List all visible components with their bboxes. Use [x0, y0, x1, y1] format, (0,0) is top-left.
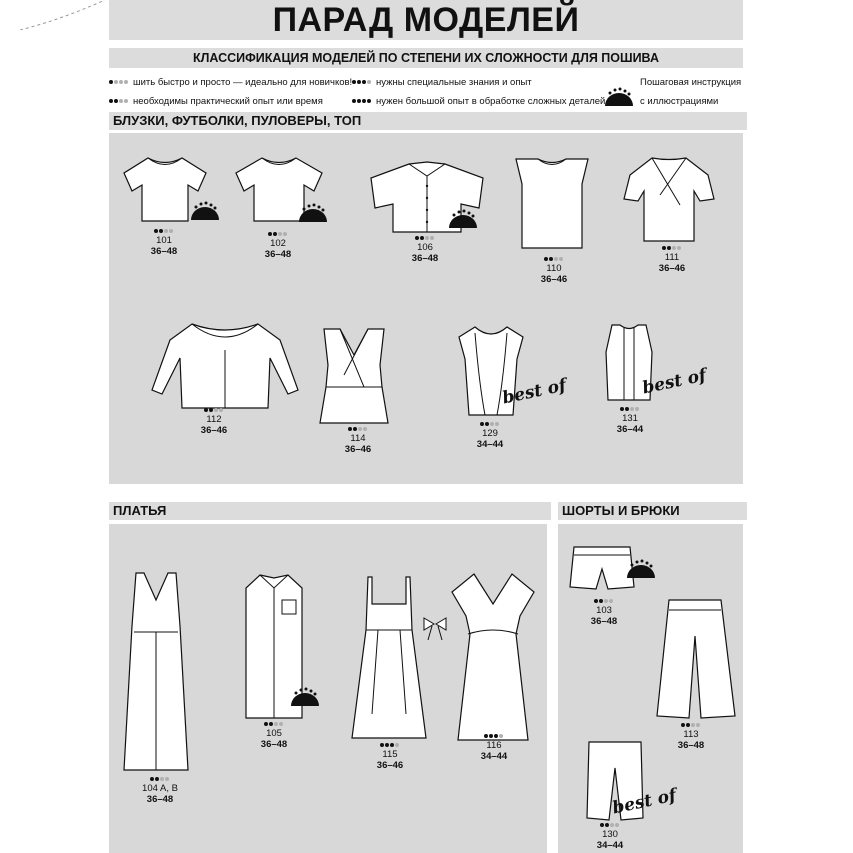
legend-text: нужны специальные знания и опыт	[376, 77, 532, 88]
dot-empty	[677, 246, 681, 250]
model-130[interactable]	[585, 822, 635, 851]
dot-filled	[485, 422, 489, 426]
difficulty-dots	[666, 722, 716, 729]
difficulty-dots	[465, 421, 515, 428]
difficulty-dots	[352, 96, 372, 108]
model-number: 130	[602, 829, 618, 840]
dot-filled	[264, 722, 268, 726]
garment-112-drawing	[150, 320, 300, 412]
dot-empty	[278, 232, 282, 236]
dot-filled	[625, 407, 629, 411]
dot-filled	[204, 408, 208, 412]
garment-116-drawing	[450, 570, 536, 744]
legend-text: необходимы практический опыт или время	[133, 96, 323, 107]
garment-113-drawing	[655, 596, 737, 722]
dot-filled	[420, 236, 424, 240]
legend-level-4	[352, 96, 605, 108]
model-116[interactable]	[469, 733, 519, 762]
legend-text: нужен большой опыт в обработке сложных деталей	[376, 96, 606, 107]
dot-empty	[490, 422, 494, 426]
section-title-dresses: ПЛАТЬЯ	[109, 502, 551, 520]
model-number: 104 A, B	[142, 783, 178, 794]
dot-filled	[600, 823, 604, 827]
dot-empty	[169, 229, 173, 233]
difficulty-dots	[189, 407, 239, 414]
model-number: 101	[156, 235, 172, 246]
model-102[interactable]	[253, 231, 303, 260]
dot-filled	[348, 427, 352, 431]
legend-level-3	[352, 77, 532, 89]
model-number: 110	[546, 263, 562, 274]
model-size: 36–48	[677, 740, 705, 751]
dot-filled	[390, 743, 394, 747]
dot-empty	[672, 246, 676, 250]
model-size: 36–48	[411, 253, 439, 264]
garment-114-drawing	[318, 325, 390, 427]
page-subtitle: КЛАССИФИКАЦИЯ МОДЕЛЕЙ ПО СТЕПЕНИ ИХ СЛОЖНОСТИ ДЛЯ ПОШИВА	[109, 48, 743, 68]
dot-filled	[159, 229, 163, 233]
dot-filled	[269, 722, 273, 726]
model-number: 113	[683, 729, 699, 740]
decorative-arc	[0, 0, 110, 30]
dot-empty	[395, 743, 399, 747]
dot-filled	[380, 743, 384, 747]
difficulty-dots	[469, 733, 519, 740]
model-size: 36–44	[616, 424, 644, 435]
dot-filled	[605, 823, 609, 827]
model-size: 36–48	[264, 249, 292, 260]
dot-filled	[681, 723, 685, 727]
model-106[interactable]	[400, 235, 450, 264]
model-104[interactable]	[130, 776, 190, 805]
dot-filled	[494, 734, 498, 738]
model-105[interactable]	[249, 721, 299, 750]
model-number: 103	[596, 605, 612, 616]
legend-level-1	[109, 77, 352, 89]
model-size: 34–44	[596, 840, 624, 851]
dot-empty	[499, 734, 503, 738]
model-size: 34–44	[476, 439, 504, 450]
dot-empty	[274, 722, 278, 726]
model-number: 131	[622, 413, 638, 424]
difficulty-dots	[605, 406, 655, 413]
dot-filled	[686, 723, 690, 727]
model-131[interactable]	[605, 406, 655, 435]
difficulty-dots	[139, 228, 189, 235]
dot-filled	[209, 408, 213, 412]
dot-empty	[214, 408, 218, 412]
garment-115-drawing	[350, 574, 428, 742]
model-size: 36–48	[150, 246, 178, 257]
difficulty-dots	[585, 822, 635, 829]
dot-empty	[430, 236, 434, 240]
dot-filled	[155, 777, 159, 781]
model-101[interactable]	[139, 228, 189, 257]
legend-text: шить быстро и просто — идеально для новичков!	[133, 77, 353, 88]
model-number: 115	[382, 749, 398, 760]
dot-filled	[549, 257, 553, 261]
model-110[interactable]	[529, 256, 579, 285]
model-number: 129	[482, 428, 498, 439]
dot-empty	[604, 599, 608, 603]
model-113[interactable]	[666, 722, 716, 751]
model-size: 34–44	[480, 751, 508, 762]
model-112[interactable]	[189, 407, 239, 436]
dot-filled	[620, 407, 624, 411]
best-of-badge: best of	[640, 365, 709, 399]
garment-104-drawing	[122, 570, 190, 775]
dot-empty	[358, 427, 362, 431]
dot-filled	[415, 236, 419, 240]
model-114[interactable]	[333, 426, 383, 455]
difficulty-dots	[365, 742, 415, 749]
model-size: 36–46	[540, 274, 568, 285]
dot-empty	[164, 229, 168, 233]
difficulty-dots	[109, 77, 129, 89]
legend-instruction-1: Пошаговая инструкция	[640, 77, 742, 88]
garment-111-drawing	[620, 155, 718, 245]
model-size: 36–48	[146, 794, 174, 805]
dot-filled	[667, 246, 671, 250]
best-of-badge: best of	[500, 375, 569, 409]
dot-filled	[353, 427, 357, 431]
model-number: 106	[417, 242, 433, 253]
section-title-shorts: ШОРТЫ И БРЮКИ	[558, 502, 747, 520]
dot-filled	[150, 777, 154, 781]
dot-empty	[635, 407, 639, 411]
dot-empty	[363, 427, 367, 431]
dot-empty	[219, 408, 223, 412]
dot-filled	[385, 743, 389, 747]
pincushion-icon	[626, 560, 656, 580]
belt-bow-drawing	[420, 612, 450, 642]
difficulty-dots	[529, 256, 579, 263]
dot-filled	[544, 257, 548, 261]
model-number: 112	[206, 414, 222, 425]
model-number: 116	[486, 740, 502, 751]
best-of-badge: best of	[610, 785, 679, 819]
model-111[interactable]	[647, 245, 697, 274]
dot-empty	[165, 777, 169, 781]
section-title-blouses: БЛУЗКИ, ФУТБОЛКИ, ПУЛОВЕРЫ, ТОП	[109, 112, 747, 130]
model-size: 36–48	[590, 616, 618, 627]
dot-empty	[610, 823, 614, 827]
dot-filled	[273, 232, 277, 236]
difficulty-dots	[249, 721, 299, 728]
difficulty-dots	[647, 245, 697, 252]
dot-filled	[484, 734, 488, 738]
dot-empty	[283, 232, 287, 236]
dot-filled	[599, 599, 603, 603]
pincushion-icon	[448, 210, 478, 230]
pincushion-icon	[298, 204, 328, 224]
difficulty-dots	[333, 426, 383, 433]
dot-empty	[615, 823, 619, 827]
model-103[interactable]	[579, 598, 629, 627]
dot-empty	[554, 257, 558, 261]
dot-filled	[662, 246, 666, 250]
model-size: 36–46	[376, 760, 404, 771]
difficulty-dots	[579, 598, 629, 605]
model-115[interactable]	[365, 742, 415, 771]
dot-empty	[425, 236, 429, 240]
pincushion-icon	[190, 202, 220, 222]
model-size: 36–46	[344, 444, 372, 455]
dot-empty	[559, 257, 563, 261]
dot-empty	[160, 777, 164, 781]
legend-instruction-2: с иллюстрациями	[640, 96, 719, 107]
model-number: 114	[350, 433, 366, 444]
model-129[interactable]	[465, 421, 515, 450]
dot-empty	[609, 599, 613, 603]
model-size: 36–46	[658, 263, 686, 274]
model-size: 36–48	[260, 739, 288, 750]
dot-filled	[154, 229, 158, 233]
garment-110-drawing	[512, 156, 592, 251]
legend-level-2	[109, 96, 323, 108]
dot-filled	[489, 734, 493, 738]
dot-empty	[279, 722, 283, 726]
model-number: 105	[266, 728, 282, 739]
model-number: 111	[664, 252, 680, 263]
dot-empty	[630, 407, 634, 411]
dot-filled	[594, 599, 598, 603]
dot-empty	[696, 723, 700, 727]
pincushion-icon	[604, 88, 634, 108]
difficulty-dots	[352, 77, 372, 89]
difficulty-dots	[109, 96, 129, 108]
dot-filled	[268, 232, 272, 236]
pincushion-icon	[290, 688, 320, 708]
difficulty-dots	[253, 231, 303, 238]
dot-filled	[480, 422, 484, 426]
difficulty-dots	[130, 776, 190, 783]
difficulty-dots	[400, 235, 450, 242]
dot-empty	[691, 723, 695, 727]
dot-empty	[495, 422, 499, 426]
model-size: 36–46	[200, 425, 228, 436]
model-number: 102	[270, 238, 286, 249]
page-title: ПАРАД МОДЕЛЕЙ	[109, 0, 743, 40]
